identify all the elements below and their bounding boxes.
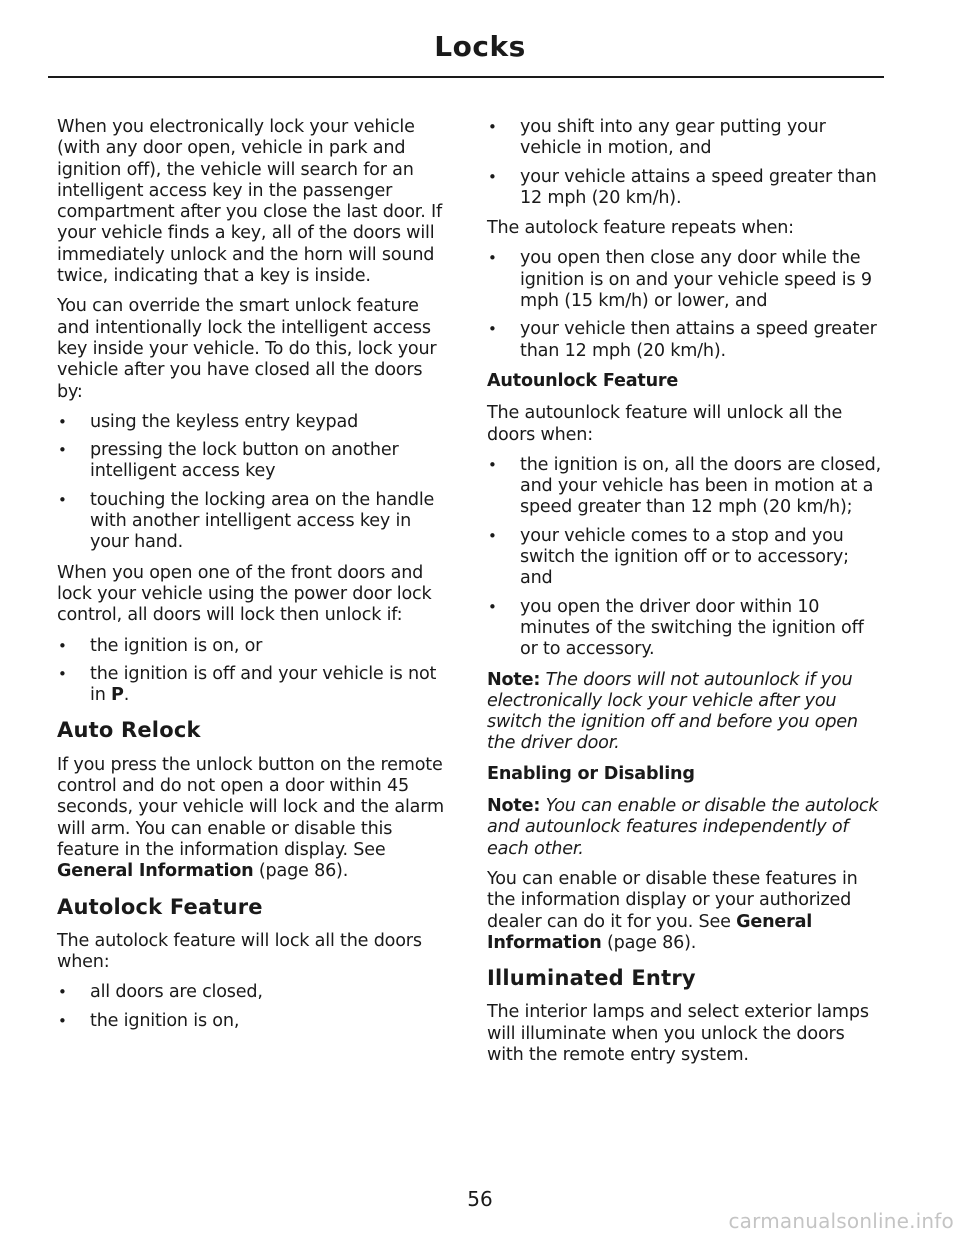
heading-enabling-disabling: Enabling or Disabling (487, 763, 695, 784)
note-label: Note: (487, 796, 541, 817)
list-item: • pressing the lock button on another intelligent access key (57, 440, 451, 483)
note-autounlock (487, 670, 883, 755)
heading-autolock-feature: Autolock Feature (57, 894, 263, 919)
paragraph-enable-disable (487, 869, 883, 954)
heading-illuminated-entry: Illuminated Entry (487, 966, 696, 991)
autolock-conditions-list-continued (487, 117, 883, 209)
autolock-repeat-list (487, 248, 883, 361)
autolock-conditions-list (57, 982, 451, 1032)
paragraph-autolock: The autolock feature will lock all the doors when: (57, 930, 422, 973)
paragraph-front-doors: When you open one of the front doors and lock your vehicle using the power door lock control, all doors will lock then unlock if: (57, 562, 432, 626)
list-item: • the ignition is on, or (57, 636, 451, 657)
gear-p-label: P (111, 685, 124, 706)
list-item: • your vehicle comes to a stop and you switch the ignition off or to accessory; and (487, 526, 883, 590)
cross-reference-link[interactable]: General Information (487, 911, 813, 953)
override-methods-list (57, 412, 451, 554)
note-text: You can enable or disable the autolock and autounlock features independently of each other. (487, 796, 879, 859)
paragraph-text: (page 86). (253, 861, 349, 882)
list-item: • touching the locking area on the handle with another intelligent access key in your hand. (57, 490, 451, 554)
list-item (57, 664, 451, 707)
list-item: • you shift into any gear putting your vehicle in motion, and (487, 117, 883, 160)
right-column (487, 117, 883, 1075)
page-title: Locks (434, 30, 526, 63)
list-item: • all doors are closed, (57, 982, 451, 1003)
paragraph-text: You can enable or disable these features in the information display or your authorized dealer can do it for you. See (487, 868, 858, 932)
list-item: • your vehicle attains a speed greater than 12 mph (20 km/h). (487, 167, 883, 210)
paragraph-text: If you press the unlock button on the remote control and do not open a door within 45 seconds, your vehicle will lock and the alarm will arm. You can enable or disable this feature in the information display. See (57, 754, 444, 860)
watermark: carmanualsonline.info (728, 1209, 954, 1233)
list-item: • the ignition is on, all the doors are closed, and your vehicle has been in motion at a speed greater than 12 mph (20 km/h); (487, 455, 883, 519)
list-item-text: . (123, 685, 130, 706)
heading-autounlock-feature: Autounlock Feature (487, 370, 679, 391)
lock-unlock-conditions-list (57, 636, 451, 707)
note-text: The doors will not autounlock if you electronically lock your vehicle after you switch the ignition off and before you open the driver door. (487, 669, 858, 754)
heading-auto-relock: Auto Relock (57, 718, 201, 743)
note-label: Note: (487, 669, 541, 690)
paragraph-override: You can override the smart unlock feature and intentionally lock the intelligent access key inside your vehicle. To do this, lock your vehicle after you have closed all the doors by: (57, 296, 437, 402)
left-column (57, 117, 451, 1041)
paragraph-illuminated-entry: The interior lamps and select exterior lamps will illuminate when you unlock the doors with the remote entry system. (487, 1002, 869, 1065)
list-item: • the ignition is on, (57, 1011, 451, 1032)
paragraph-autolock-repeats: The autolock feature repeats when: (487, 218, 794, 239)
header-divider (48, 76, 884, 78)
list-item: • using the keyless entry keypad (57, 412, 451, 433)
note-enable-disable (487, 796, 883, 860)
paragraph-smart-unlock: When you electronically lock your vehicle (with any door open, vehicle in park and ignition off), the vehicle will search for an intelligent access key in the passenger compartment after you close the last door. If your vehicle finds a key, all of the doors will immediately unlock and the horn will sound twice, indicating that a key is inside. (57, 117, 442, 287)
cross-reference-link[interactable]: General Information (57, 861, 254, 882)
list-item: • you open then close any door while the ignition is on and your vehicle speed is 9 mph (15 km/h) or lower, and (487, 248, 883, 312)
autounlock-conditions-list (487, 455, 883, 661)
list-item: • you open the driver door within 10 minutes of the switching the ignition off or to accessory. (487, 597, 883, 661)
paragraph-auto-relock (57, 755, 451, 883)
paragraph-autounlock: The autounlock feature will unlock all the doors when: (487, 403, 843, 445)
list-item: • your vehicle then attains a speed greater than 12 mph (20 km/h). (487, 319, 883, 362)
page-number: 56 (467, 1187, 493, 1211)
paragraph-text: (page 86). (601, 932, 697, 953)
list-item-text: the ignition is off and your vehicle is not in (90, 663, 437, 706)
